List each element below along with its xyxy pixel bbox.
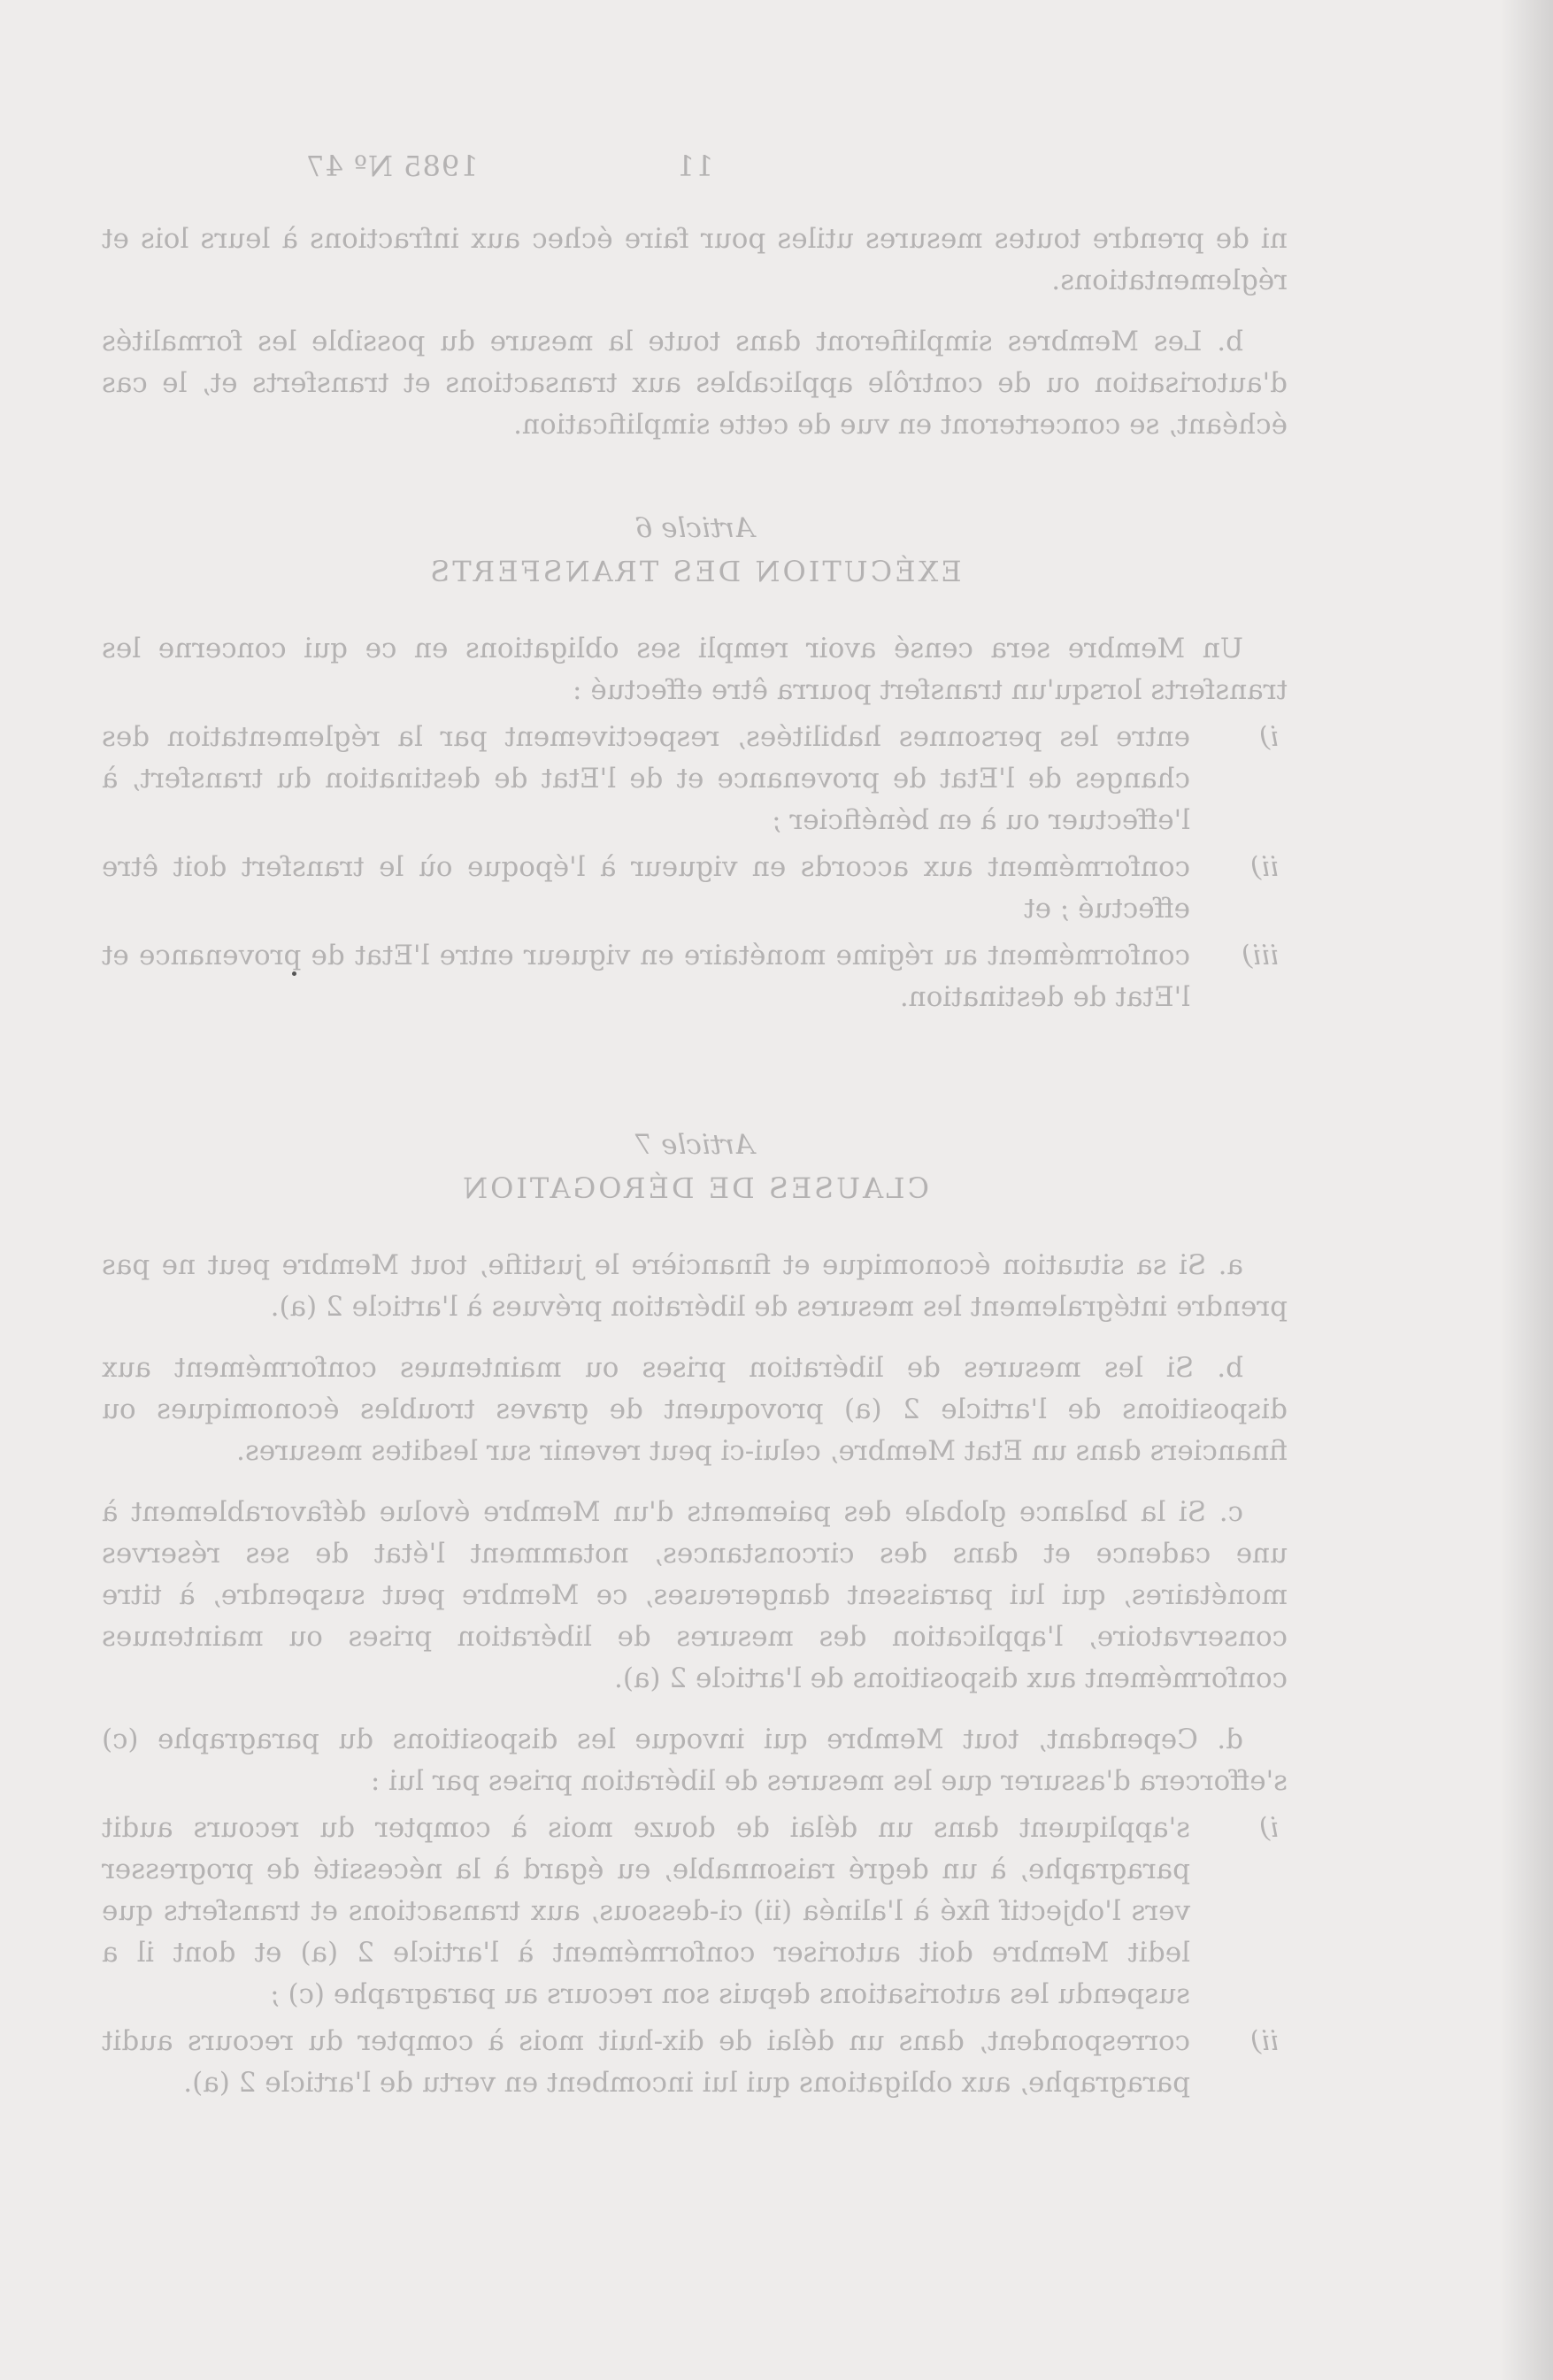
- running-header: [102, 146, 1288, 199]
- series-number: 1985 Nº 47: [305, 150, 479, 183]
- list-item: [102, 2021, 1288, 2104]
- list-item-text: correspondent, dans un délai de dix-huit mois à compter du recours audit paragraphe, aux obligations qui lui incombent en vertu de l'article 2 (a).: [102, 2025, 1190, 2099]
- article-7-title: CLAUSES DE DÉROGATION: [460, 1171, 929, 1205]
- paragraph-b-intro: b. Les Membres simplifieront dans toute la mesure du possible les formalités d'autorisation ou de contrôle applicables aux transactions et transferts et, le cas échéant, se concerteront en vue de cette simplification.: [102, 326, 1288, 441]
- article-7-paragraph-c: c. Si la balance globale des paiements d'un Membre évolue défavorablement à une cadence et dans des circonstances, notamment l'état de ses réserves monétaires, qui lui paraissent dangereuses, ce Membre peut suspendre, à titre conservatoire, l'application des mesures de libération prises ou maintenues conformément aux dispositions de l'article 2 (a).: [102, 1496, 1288, 1694]
- list-item-number: i): [1258, 1812, 1279, 1844]
- ink-speck: [292, 971, 296, 976]
- article-7-paragraph-a: a. Si sa situation économique et financière le justifie, tout Membre peut ne pas prendre intégralement les mesures de libération prévues à l'article 2 (a).: [102, 1249, 1288, 1323]
- article-6-label: Article 6: [634, 512, 755, 544]
- page-number: 11: [675, 150, 714, 183]
- list-item-text: s'appliquent dans un délai de douze mois à compter du recours audit paragraphe, à un degré raisonnable, eu égard à la nécessité de progresser vers l'objectif fixé à l'alinéa (ii) ci-dessous, aux transactions et transferts que ledit Membre doit autoriser conformément à l'article 2 (a) et dont il a suspendu les autorisations depuis son recours au paragraphe (c) ;: [102, 1812, 1190, 2010]
- page-content: [102, 146, 1288, 2104]
- list-item-number: i): [1258, 721, 1279, 753]
- list-item-text: conformément au régime monétaire en vigueur entre l'Etat de provenance et l'Etat de destination.: [102, 940, 1190, 1013]
- list-item-text: conformément aux accords en vigueur à l'époque où le transfert doit être effectué ; et: [102, 851, 1190, 925]
- article-6-lead: Un Membre sera censé avoir rempli ses obligations en ce qui concerne les transferts lorsqu'un transfert pourra être effectué :: [102, 633, 1288, 706]
- list-item: [102, 847, 1288, 930]
- list-item: [102, 935, 1288, 1018]
- list-item-number: ii): [1250, 2025, 1279, 2057]
- article-7-paragraph-d: d. Cependant, tout Membre qui invoque les dispositions du paragraphe (c) s'efforcera d'assurer que les mesures de libération prises par lui :: [102, 1724, 1288, 1797]
- article-7-paragraph-b: b. Si les mesures de libération prises ou maintenues conformément aux dispositions de l'article 2 (a) provoquent de graves troubles économiques ou financiers dans un Etat Membre, celui-ci peut revenir sur lesdites mesures.: [102, 1352, 1288, 1467]
- list-item-text: entre les personnes habilitées, respectivement par la réglementation des changes de l'Etat de provenance et de l'Etat de destination du transfert, à l'effectuer ou à en bénéficier ;: [102, 721, 1190, 836]
- continued-paragraph: ni de prendre toutes mesures utiles pour faire échec aux infractions à leurs lois et réglementations.: [102, 223, 1288, 296]
- article-6-title: EXÉCUTION DES TRANSFERTS: [427, 555, 962, 588]
- list-item: [102, 1808, 1288, 2015]
- list-item: [102, 717, 1288, 841]
- list-item-number: ii): [1250, 851, 1279, 883]
- article-7-label: Article 7: [634, 1129, 755, 1161]
- list-item-number: iii): [1242, 940, 1279, 971]
